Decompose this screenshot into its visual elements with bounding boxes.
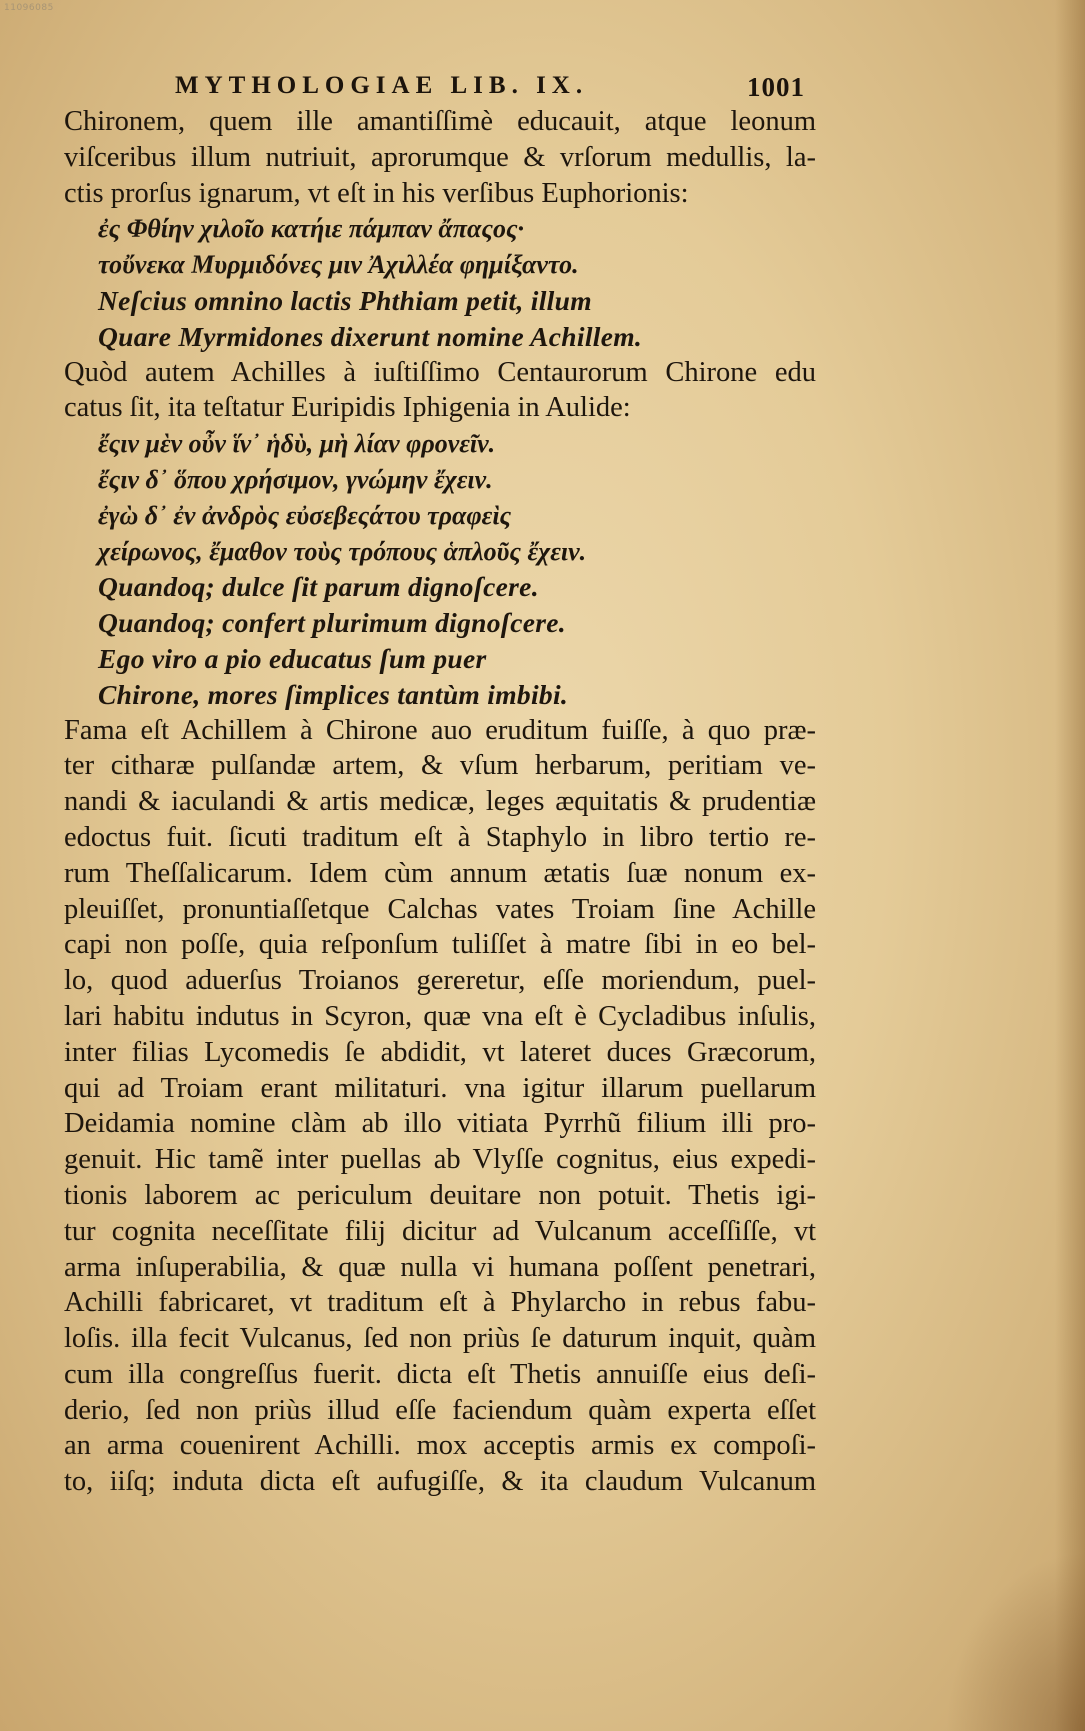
- text-line: an arma couenirent Achilli. mox acceptis armis ex compoſi-: [64, 1430, 816, 1462]
- text-line: qui ad Troiam erant militaturi. vna igitur illarum puellarum: [64, 1072, 816, 1104]
- text-line: genuit. Hic tamẽ inter puellas ab Vlyſſe cognitus, eius expedi-: [64, 1144, 816, 1176]
- body-text: [64, 104, 816, 1500]
- running-title: MYTHOLOGIAE LIB. IX.: [175, 72, 589, 99]
- greek-verse-line: ἐγὼ δ᾽ ἐν ἀνδρὸς εὐσεβεςάτου τραφεὶς: [98, 500, 512, 530]
- greek-verse-line: ἐς Φθίην χιλοῖο κατήιε πάμπαν ἄπαςος·: [98, 214, 525, 244]
- text-line: tur cognita neceſſitate filij dicitur ad Vulcanum acceſſiſſe, vt: [64, 1215, 816, 1247]
- page-edge-shadow: [1055, 0, 1085, 1731]
- text-line: rum Theſſalicarum. Idem cùm annum ætatis ſuæ nonum ex-: [64, 857, 816, 889]
- text-line: arma inſuperabilia, & quæ nulla vi humana poſſent penetrari,: [64, 1251, 816, 1283]
- page-number: 1001: [747, 72, 805, 102]
- text-line: cum illa congreſſus fuerit. dicta eſt Thetis annuiſſe eius deſi-: [64, 1358, 816, 1390]
- page-corner-stain: [945, 1551, 1085, 1731]
- text-line: tionis laborem ac periculum deuitare non potuit. Thetis igi-: [64, 1179, 816, 1211]
- text-line: nandi & iaculandi & artis medicæ, leges æquitatis & prudentiæ: [64, 786, 816, 818]
- text-line: capi non poſſe, quia reſponſum tuliſſet à matre ſibi in eo bel-: [64, 929, 816, 961]
- text-line: Quòd autem Achilles à iuſtiſſimo Centaurorum Chirone edu: [64, 356, 816, 388]
- greek-verse-line: χείρωνος, ἔμαθον τοὺς τρόπους ἁπλοῦς ἔχειν.: [98, 536, 587, 566]
- greek-verse-line: ἔςιν δ᾽ ὅπου χρήσιμον, γνώμην ἔχειν.: [98, 464, 493, 494]
- latin-verse-line: Quare Myrmidones dixerunt nomine Achillem.: [98, 320, 643, 352]
- greek-verse-line: τοὔνεκα Μυρμιδόνες μιν Ἀχιλλέα φημίξαντο.: [98, 250, 579, 280]
- text-line: ter citharæ pulſandæ artem, & vſum herbarum, peritiam ve-: [64, 750, 816, 782]
- text-line: Fama eſt Achillem à Chirone auo eruditum fuiſſe, à quo præ-: [64, 714, 816, 746]
- text-line: ctis prorſus ignarum, vt eſt in his verſibus Euphorionis:: [64, 177, 689, 209]
- latin-verse-line: Quandoq; confert plurimum dignoſcere.: [98, 607, 566, 639]
- text-line: Achilli fabricaret, vt traditum eſt à Phylarcho in rebus fabu-: [64, 1287, 816, 1319]
- scan-identifier: 11096085: [4, 3, 54, 13]
- text-line: edoctus fuit. ſicuti traditum eſt à Staphylo in libro tertio re-: [64, 821, 816, 853]
- text-line: to, iiſq; induta dicta eſt aufugiſſe, & ita claudum Vulcanum: [64, 1466, 816, 1498]
- text-line: loſis. illa fecit Vulcanus, ſed non priùs ſe daturum inquit, quàm: [64, 1323, 816, 1355]
- greek-verse-line: ἔςιν μὲν οὖν ἵν᾽ ἡδὺ, μὴ λίαν φρονεῖν.: [98, 429, 496, 459]
- text-line: catus ſit, ita teſtatur Euripidis Iphigenia in Aulide:: [64, 392, 631, 424]
- text-line: Deidamia nomine clàm ab illo vitiata Pyrrhũ filium illi pro-: [64, 1108, 816, 1140]
- text-line: viſceribus illum nutriuit, aprorumque & vrſorum medullis, la-: [64, 141, 816, 173]
- text-line: lari habitu indutus in Scyron, quæ vna eſt è Cycladibus inſulis,: [64, 1000, 816, 1032]
- text-line: lo, quod aduerſus Troianos gereretur, eſſe moriendum, puel-: [64, 965, 816, 997]
- latin-verse-line: Quandoq; dulce ſit parum dignoſcere.: [98, 571, 539, 603]
- latin-verse-line: Chirone, mores ſimplices tantùm imbibi.: [98, 678, 569, 710]
- latin-verse-line: Ego viro a pio educatus ſum puer: [98, 642, 487, 674]
- text-line: derio, ſed non priùs illud eſſe faciendum quàm experta eſſet: [64, 1394, 816, 1426]
- latin-verse-line: Neſcius omnino lactis Phthiam petit, illum: [98, 284, 592, 316]
- text-line: pleuiſſet, pronuntiaſſetque Calchas vates Troiam ſine Achille: [64, 893, 816, 925]
- text-line: inter filias Lycomedis ſe abdidit, vt lateret duces Græcorum,: [64, 1036, 816, 1068]
- text-line: Chironem, quem ille amantiſſimè educauit, atque leonum: [64, 106, 816, 137]
